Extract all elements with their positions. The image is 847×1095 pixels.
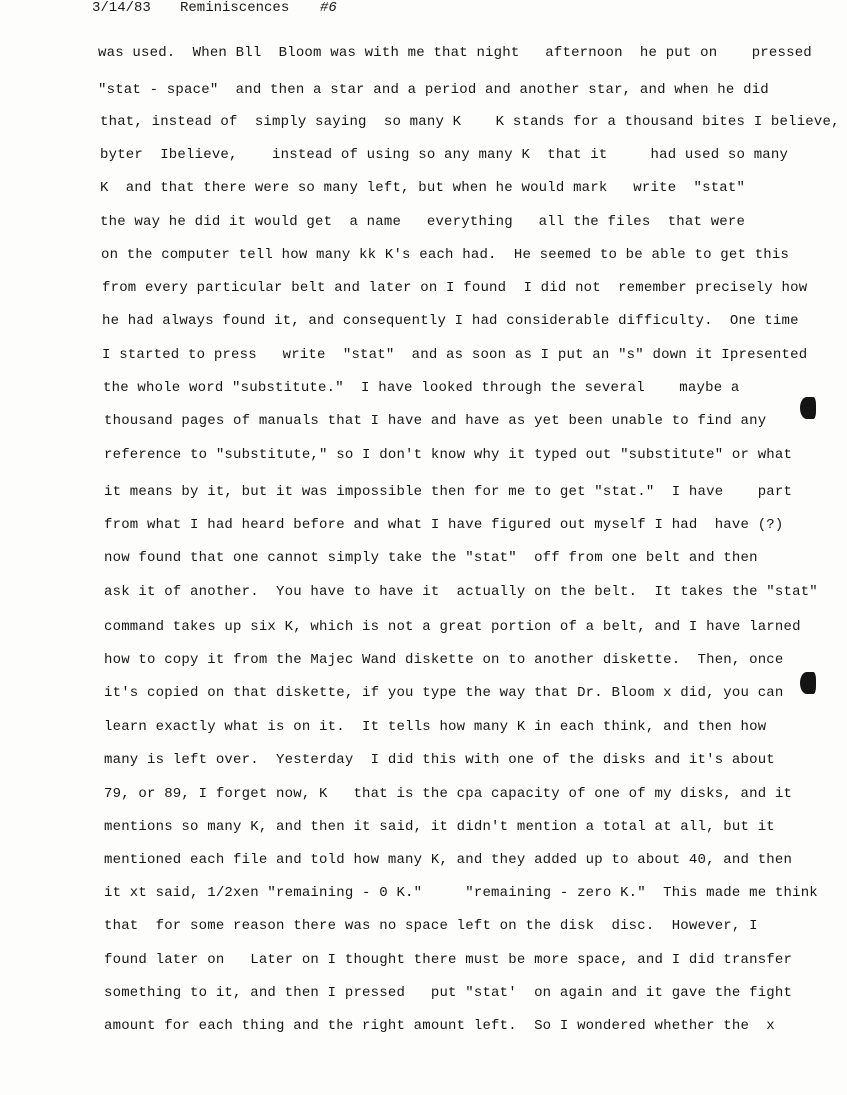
text-line: how to copy it from the Majec Wand diskette on to another diskette. Then, once xyxy=(104,652,784,668)
text-line: was used. When Bll Bloom was with me that night afternoon he put on pressed xyxy=(98,45,812,61)
text-line: now found that one cannot simply take the "stat" off from one belt and then xyxy=(104,550,758,566)
text-line: that, instead of simply saying so many K K stands for a thousand bites I believe, xyxy=(100,114,840,130)
text-line: many is left over. Yesterday I did this with one of the disks and it's about xyxy=(104,752,775,768)
header-page-number: #6 xyxy=(320,0,337,16)
text-line: the whole word "substitute." I have looked through the several maybe a xyxy=(103,380,740,396)
text-line: mentioned each file and told how many K, and they added up to about 40, and then xyxy=(104,852,793,868)
header-title: Reminiscences xyxy=(180,0,290,16)
text-line: thousand pages of manuals that I have and have as yet been unable to find any xyxy=(104,413,767,429)
text-line: I started to press write "stat" and as soon as I put an "s" down it Ipresented xyxy=(102,347,808,363)
text-line: on the computer tell how many kk K's each had. He seemed to be able to get this xyxy=(101,247,790,263)
text-line: something to it, and then I pressed put "stat' on again and it gave the fight xyxy=(104,985,793,1001)
text-line: it xt said, 1/2xen "remaining - 0 K." "remaining - zero K." This made me think xyxy=(104,885,818,901)
text-line: mentions so many K, and then it said, it didn't mention a total at all, but it xyxy=(104,819,775,835)
text-line: 79, or 89, I forget now, K that is the cpa capacity of one of my disks, and it xyxy=(104,786,793,802)
text-line: that for some reason there was no space left on the disk disc. However, I xyxy=(104,918,758,934)
binder-hole-mark xyxy=(800,672,816,694)
header-date: 3/14/83 xyxy=(92,0,151,16)
text-line: reference to "substitute," so I don't know why it typed out "substitute" or what xyxy=(104,447,793,463)
text-line: the way he did it would get a name everything all the files that were xyxy=(100,214,746,230)
page-header xyxy=(92,0,337,18)
text-line: he had always found it, and consequently I had considerable difficulty. One time xyxy=(102,313,799,329)
text-line: it means by it, but it was impossible then for me to get "stat." I have part xyxy=(104,484,793,500)
text-line: "stat - space" and then a star and a period and another star, and when he did xyxy=(98,82,769,98)
text-line: from every particular belt and later on I found I did not remember precisely how xyxy=(102,280,808,296)
text-line: K and that there were so many left, but when he would mark write "stat" xyxy=(100,180,746,196)
text-line: ask it of another. You have to have it actually on the belt. It takes the "stat" xyxy=(104,584,818,600)
text-line: found later on Later on I thought there must be more space, and I did transfer xyxy=(104,952,793,968)
text-line: command takes up six K, which is not a great portion of a belt, and I have larned xyxy=(104,619,801,635)
text-line: from what I had heard before and what I have figured out myself I had have (?) xyxy=(104,517,784,533)
text-line: it's copied on that diskette, if you type the way that Dr. Bloom x did, you can xyxy=(104,685,784,701)
text-line: byter Ibelieve, instead of using so any many K that it had used so many xyxy=(100,147,789,163)
text-line: amount for each thing and the right amount left. So I wondered whether the x xyxy=(104,1018,775,1034)
binder-hole-mark xyxy=(800,397,816,419)
text-line: learn exactly what is on it. It tells how many K in each think, and then how xyxy=(104,719,767,735)
